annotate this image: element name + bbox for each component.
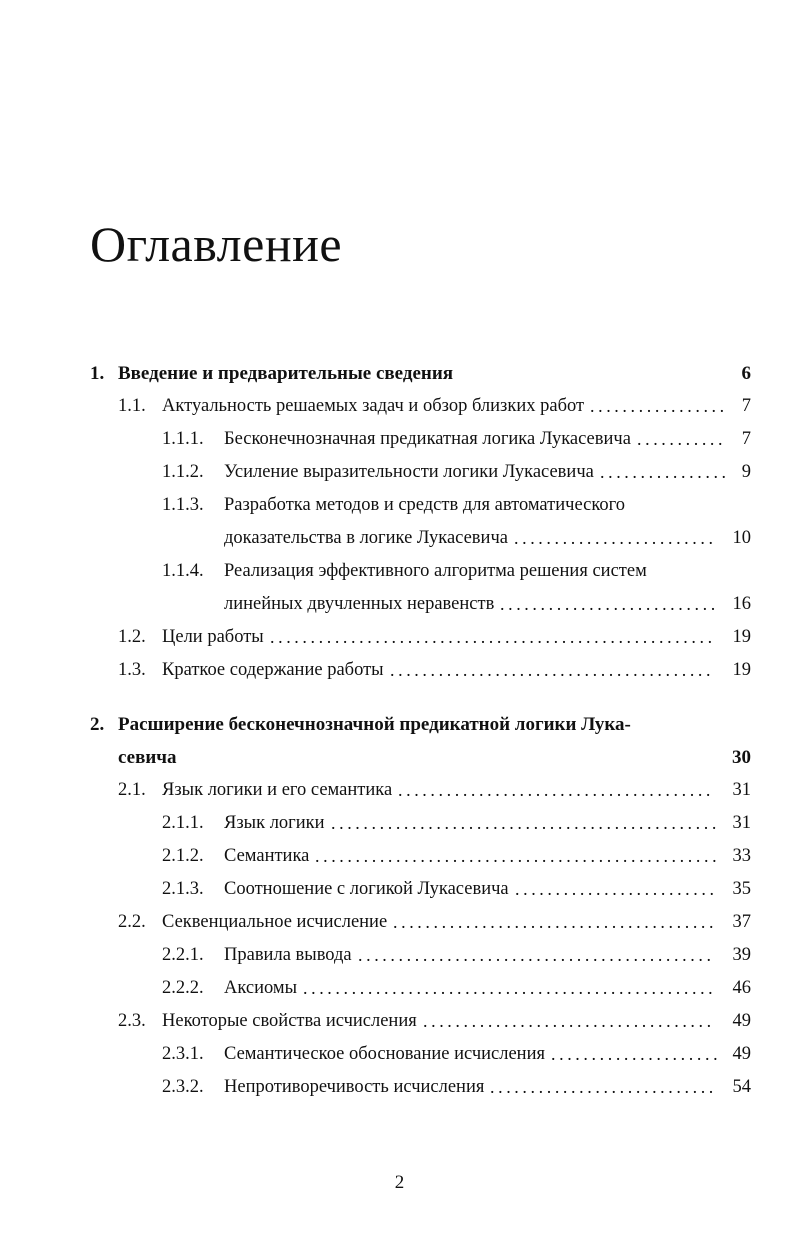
toc-page: 9	[741, 462, 751, 482]
toc-section[interactable]	[118, 1005, 751, 1038]
dot-leader: . . . . . . . . . . . . . . . . . . . . .	[551, 1044, 718, 1064]
toc-section[interactable]	[118, 654, 751, 687]
toc-title: Краткое содержание работы	[162, 660, 384, 680]
toc-number: 1.1.3.	[162, 495, 204, 515]
dot-leader: . . . . . . . . . . . . . . . . . . . . . . . . . . . . . . . . . . . .	[423, 1011, 712, 1031]
toc-page: 46	[732, 978, 751, 998]
dot-leader: . . . . . . . . . . . . . . . . . . . . . . . . . . . . . . . . . . . . . . . . . . . . . . . . . . .	[303, 978, 713, 998]
toc-title: Язык логики и его семантика	[162, 780, 393, 800]
page-number: 2	[394, 1172, 405, 1193]
toc-chapter-continued[interactable]	[118, 741, 751, 774]
toc-page: 7	[741, 429, 751, 449]
toc-title-continued: доказательства в логике Лукасевича	[224, 528, 508, 548]
toc-page: 49	[732, 1044, 751, 1064]
toc-subsection[interactable]	[162, 939, 751, 972]
dot-leader: . . . . . . . . . . . . . . . . . . . . . . . . . . . . . . . . . . . . . . . .	[393, 912, 714, 932]
dot-leader: . . . . . . . . . . . . . . . . . . . . . . . . . . .	[500, 594, 716, 614]
toc-number: 2.2.2.	[162, 978, 204, 998]
toc-title: Семантика	[224, 846, 310, 866]
toc-number: 2.3.1.	[162, 1044, 204, 1064]
toc-number: 1.3.	[118, 660, 146, 680]
dot-leader: . . . . . . . . . . . . . . . . . . . . . . . . . . . . . . . . . . . . . . . . . . . .	[358, 945, 711, 965]
toc-chapter[interactable]	[90, 708, 751, 741]
toc-title: Актуальность решаемых задач и обзор близких работ	[162, 396, 585, 416]
toc-number: 2.2.1.	[162, 945, 204, 965]
toc-subsection[interactable]	[162, 972, 751, 1005]
toc-subsection[interactable]	[162, 555, 751, 588]
toc-section[interactable]	[118, 621, 751, 654]
dot-leader: . . . . . . . . . . . . . . . . .	[590, 396, 725, 416]
toc-subsection-continued[interactable]	[224, 588, 751, 621]
toc-subsection[interactable]	[162, 807, 751, 840]
toc-page: 35	[732, 879, 751, 899]
toc-subsection[interactable]	[162, 456, 751, 489]
toc-section[interactable]	[118, 774, 751, 807]
toc-number: 2.1.1.	[162, 813, 204, 833]
toc-chapter[interactable]	[90, 357, 751, 390]
dot-leader: . . . . . . . . . . . . . . . . . . . . . . . . . . . . . . . . . . . . . . . . . . . . . . . . . .	[315, 846, 717, 866]
toc-page: 31	[732, 813, 751, 833]
page-title: Оглавление	[90, 216, 343, 272]
toc-title: Правила вывода	[224, 945, 352, 965]
toc-title: Аксиомы	[224, 978, 298, 998]
toc-number: 1.1.	[118, 396, 146, 416]
toc-subsection[interactable]	[162, 1038, 751, 1071]
toc-page: 37	[732, 912, 751, 932]
toc-page: 49	[732, 1011, 751, 1031]
toc-subsection[interactable]	[162, 489, 751, 522]
dot-leader: . . . . . . . . . . . . . . . . . . . . . . . . .	[514, 528, 713, 548]
toc-title: Цели работы	[162, 627, 264, 647]
toc-title: Секвенциальное исчисление	[162, 912, 388, 932]
toc-title: Разработка методов и средств для автоматического	[224, 495, 626, 515]
toc-section[interactable]	[118, 906, 751, 939]
toc-subsection[interactable]	[162, 1071, 751, 1104]
toc-number: 1.	[90, 363, 105, 384]
toc-page: 33	[732, 846, 751, 866]
toc-title-continued: линейных двучленных неравенств	[224, 594, 495, 614]
toc-number: 2.	[90, 714, 105, 735]
dot-leader: . . . . . . . . . . . . . . . . . . . . . . . . .	[515, 879, 714, 899]
toc-number: 2.1.	[118, 780, 146, 800]
dot-leader: . . . . . . . . . . . . . . . . . . . . . . . . . . . . . . . . . . . . . . .	[398, 780, 711, 800]
dot-leader: . . . . . . . . . . . . . . . . . . . . . . . . . . . .	[490, 1077, 714, 1097]
toc-title: Усиление выразительности логики Лукасевича	[224, 462, 594, 482]
toc-title: Бесконечнозначная предикатная логика Лукасевича	[224, 429, 631, 449]
toc-number: 1.2.	[118, 627, 146, 647]
toc-title: Реализация эффективного алгоритма решения систем	[224, 561, 647, 581]
dot-leader: . . . . . . . . . . . . . . . . . . . . . . . . . . . . . . . . . . . . . . . .	[390, 660, 711, 680]
toc-number: 1.1.2.	[162, 462, 204, 482]
toc-subsection-continued[interactable]	[224, 522, 751, 555]
toc-number: 2.3.2.	[162, 1077, 204, 1097]
toc-page: 6	[741, 363, 751, 384]
toc-number: 2.2.	[118, 912, 146, 932]
toc-title: Соотношение с логикой Лукасевича	[224, 879, 509, 899]
toc-page: 7	[741, 396, 751, 416]
toc-title-continued: севича	[118, 747, 177, 768]
toc-number: 1.1.4.	[162, 561, 204, 581]
toc-page: 16	[732, 594, 751, 614]
toc-subsection[interactable]	[162, 423, 751, 456]
toc-subsection[interactable]	[162, 840, 751, 873]
toc-subsection[interactable]	[162, 873, 751, 906]
toc-number: 2.3.	[118, 1011, 146, 1031]
toc-page: 39	[732, 945, 751, 965]
toc-number: 2.1.2.	[162, 846, 204, 866]
toc-number: 1.1.1.	[162, 429, 204, 449]
toc-title: Непротиворечивость исчисления	[224, 1077, 485, 1097]
toc-title: Расширение бесконечнозначной предикатной логики Лука-	[118, 714, 631, 735]
toc-page: 30	[732, 747, 751, 768]
toc-number: 2.1.3.	[162, 879, 204, 899]
toc-title: Некоторые свойства исчисления	[162, 1011, 417, 1031]
toc-title: Введение и предварительные сведения	[118, 363, 454, 384]
toc-page: 19	[732, 660, 751, 680]
dot-leader: . . . . . . . . . . . . . . . .	[600, 462, 727, 482]
toc-title: Язык логики	[224, 813, 325, 833]
toc-page: 10	[732, 528, 751, 548]
toc-page: 31	[732, 780, 751, 800]
toc-page: 19	[732, 627, 751, 647]
dot-leader: . . . . . . . . . . . . . . . . . . . . . . . . . . . . . . . . . . . . . . . . . . . . . . . . . . . . . . .	[270, 627, 713, 647]
toc-section[interactable]	[118, 390, 751, 423]
toc-title: Семантическое обоснование исчисления	[224, 1044, 545, 1064]
dot-leader: . . . . . . . . . . . . . . . . . . . . . . . . . . . . . . . . . . . . . . . . . . . . . . . .	[331, 813, 717, 833]
toc-page: 54	[732, 1077, 751, 1097]
dot-leader: . . . . . . . . . . .	[637, 429, 723, 449]
